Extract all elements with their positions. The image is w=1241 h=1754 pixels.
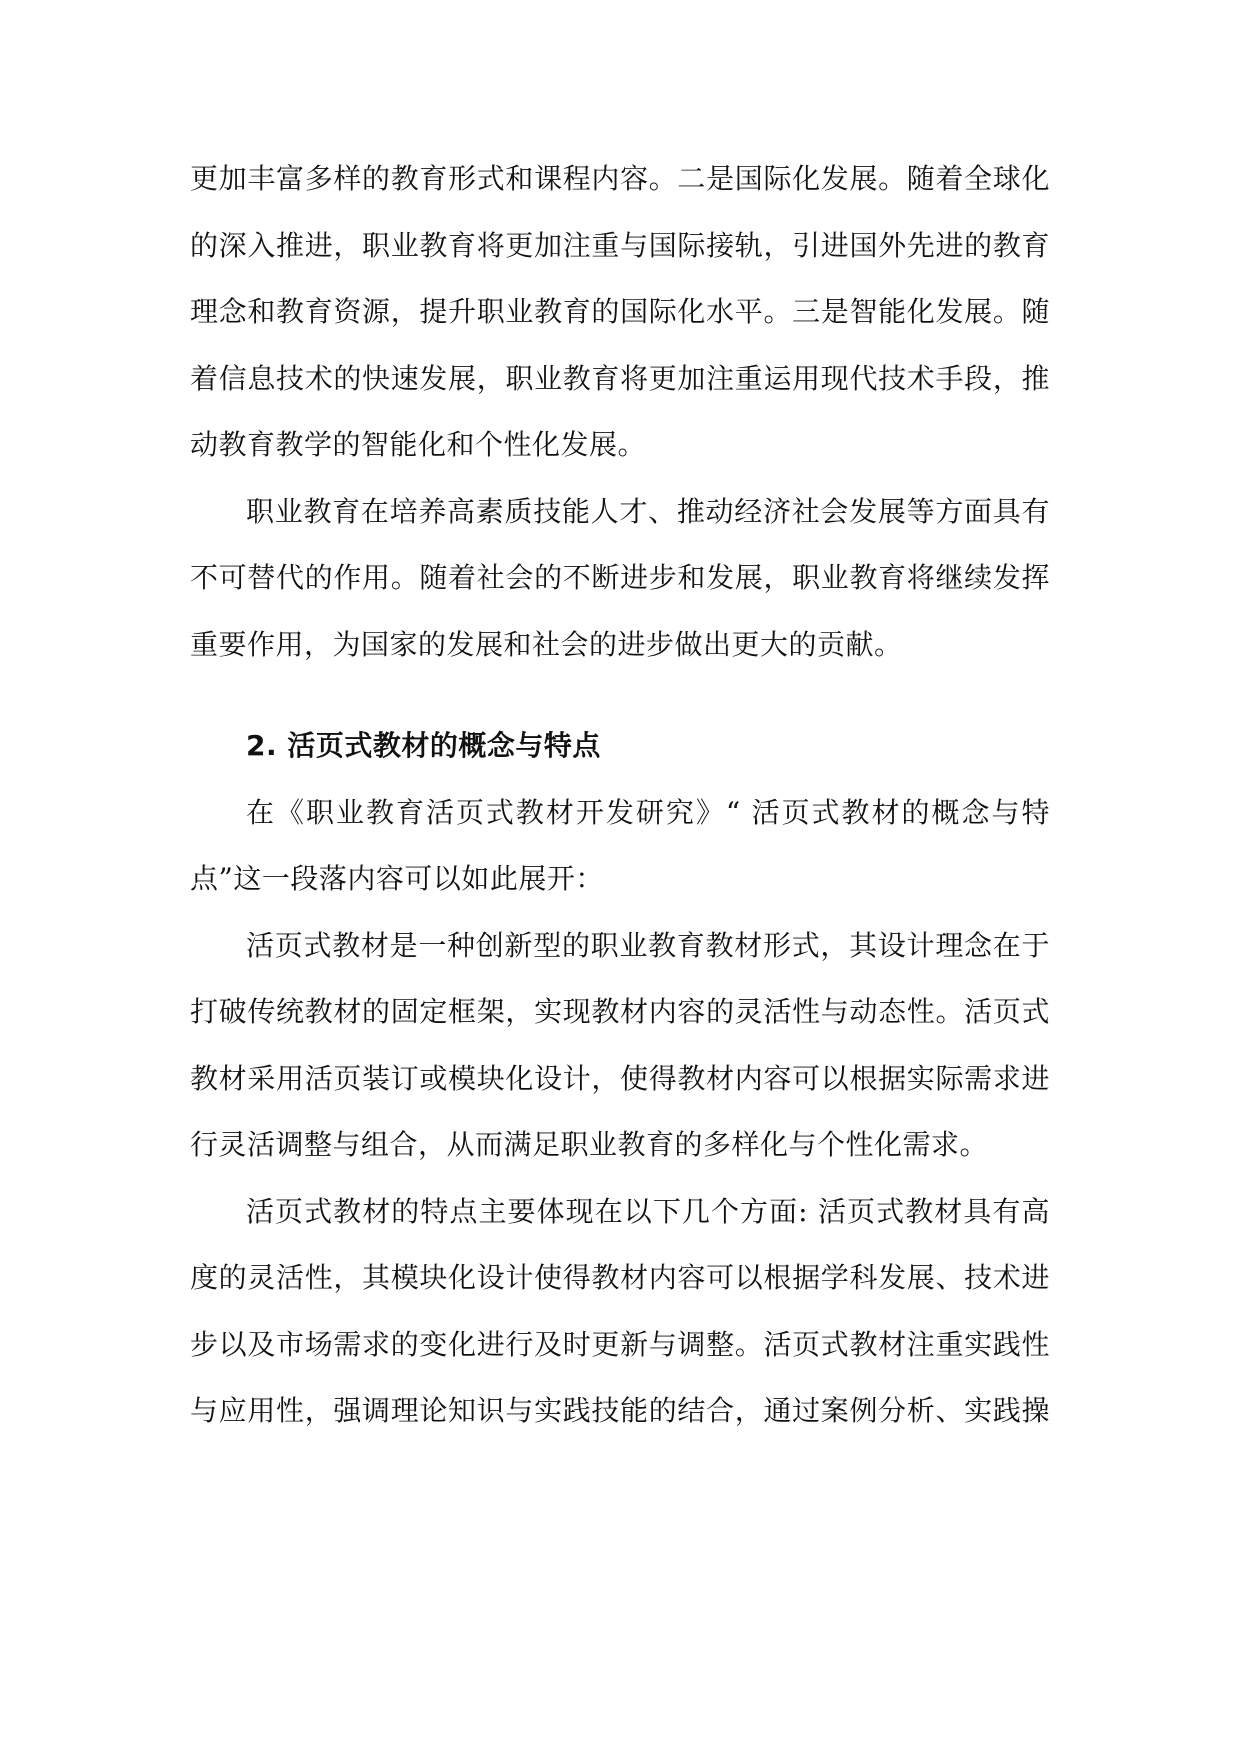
text-line: 职业教育在培养高素质技能人才、推动经济社会发展等方面具有	[246, 494, 1050, 528]
paragraph-concept	[190, 913, 1050, 1179]
text-line: 的深入推进，职业教育将更加注重与国际接轨，引进国外先进的教育	[190, 228, 1050, 262]
paragraph-intro-continuation	[190, 146, 1050, 479]
text-line: 行灵活调整与组合，从而满足职业教育的多样化与个性化需求。	[190, 1128, 989, 1161]
paragraph-conclusion	[190, 479, 1050, 679]
text-line: 教材采用活页装订或模块化设计，使得教材内容可以根据实际需求进	[190, 1061, 1050, 1095]
text-line: 在《职业教育活页式教材开发研究》“ 活页式教材的概念与特	[246, 795, 1050, 829]
text-line: 活页式教材是一种创新型的职业教育教材形式，其设计理念在于	[246, 928, 1050, 962]
paragraph-features	[190, 1179, 1050, 1445]
text-line: 更加丰富多样的教育形式和课程内容。二是国际化发展。随着全球化	[190, 162, 1050, 195]
section-spacer	[190, 678, 1050, 713]
text-line: 活页式教材的特点主要体现在以下几个方面: 活页式教材具有高	[246, 1194, 1050, 1228]
text-line: 点”这一段落内容可以如此展开：	[190, 862, 604, 895]
text-line: 理念和教育资源，提升职业教育的国际化水平。三是智能化发展。随	[190, 295, 1050, 328]
text-line: 步以及市场需求的变化进行及时更新与调整。活页式教材注重实践性	[190, 1327, 1050, 1361]
text-line: 动教育教学的智能化和个性化发展。	[190, 428, 647, 461]
text-line: 度的灵活性，其模块化设计使得教材内容可以根据学科发展、技术进	[190, 1261, 1050, 1294]
document-body	[190, 146, 1050, 1445]
section-heading: 2. 活页式教材的概念与特点	[246, 729, 601, 762]
paragraph-section-intro	[190, 780, 1050, 913]
text-line: 重要作用，为国家的发展和社会的进步做出更大的贡献。	[190, 627, 903, 661]
text-line: 与应用性，强调理论知识与实践技能的结合，通过案例分析、实践操	[190, 1394, 1050, 1427]
text-line: 着信息技术的快速发展，职业教育将更加注重运用现代技术手段，推	[190, 361, 1050, 395]
text-line: 不可替代的作用。随着社会的不断进步和发展，职业教育将继续发挥	[190, 561, 1050, 594]
text-line: 打破传统教材的固定框架，实现教材内容的灵活性与动态性。活页式	[190, 995, 1050, 1028]
